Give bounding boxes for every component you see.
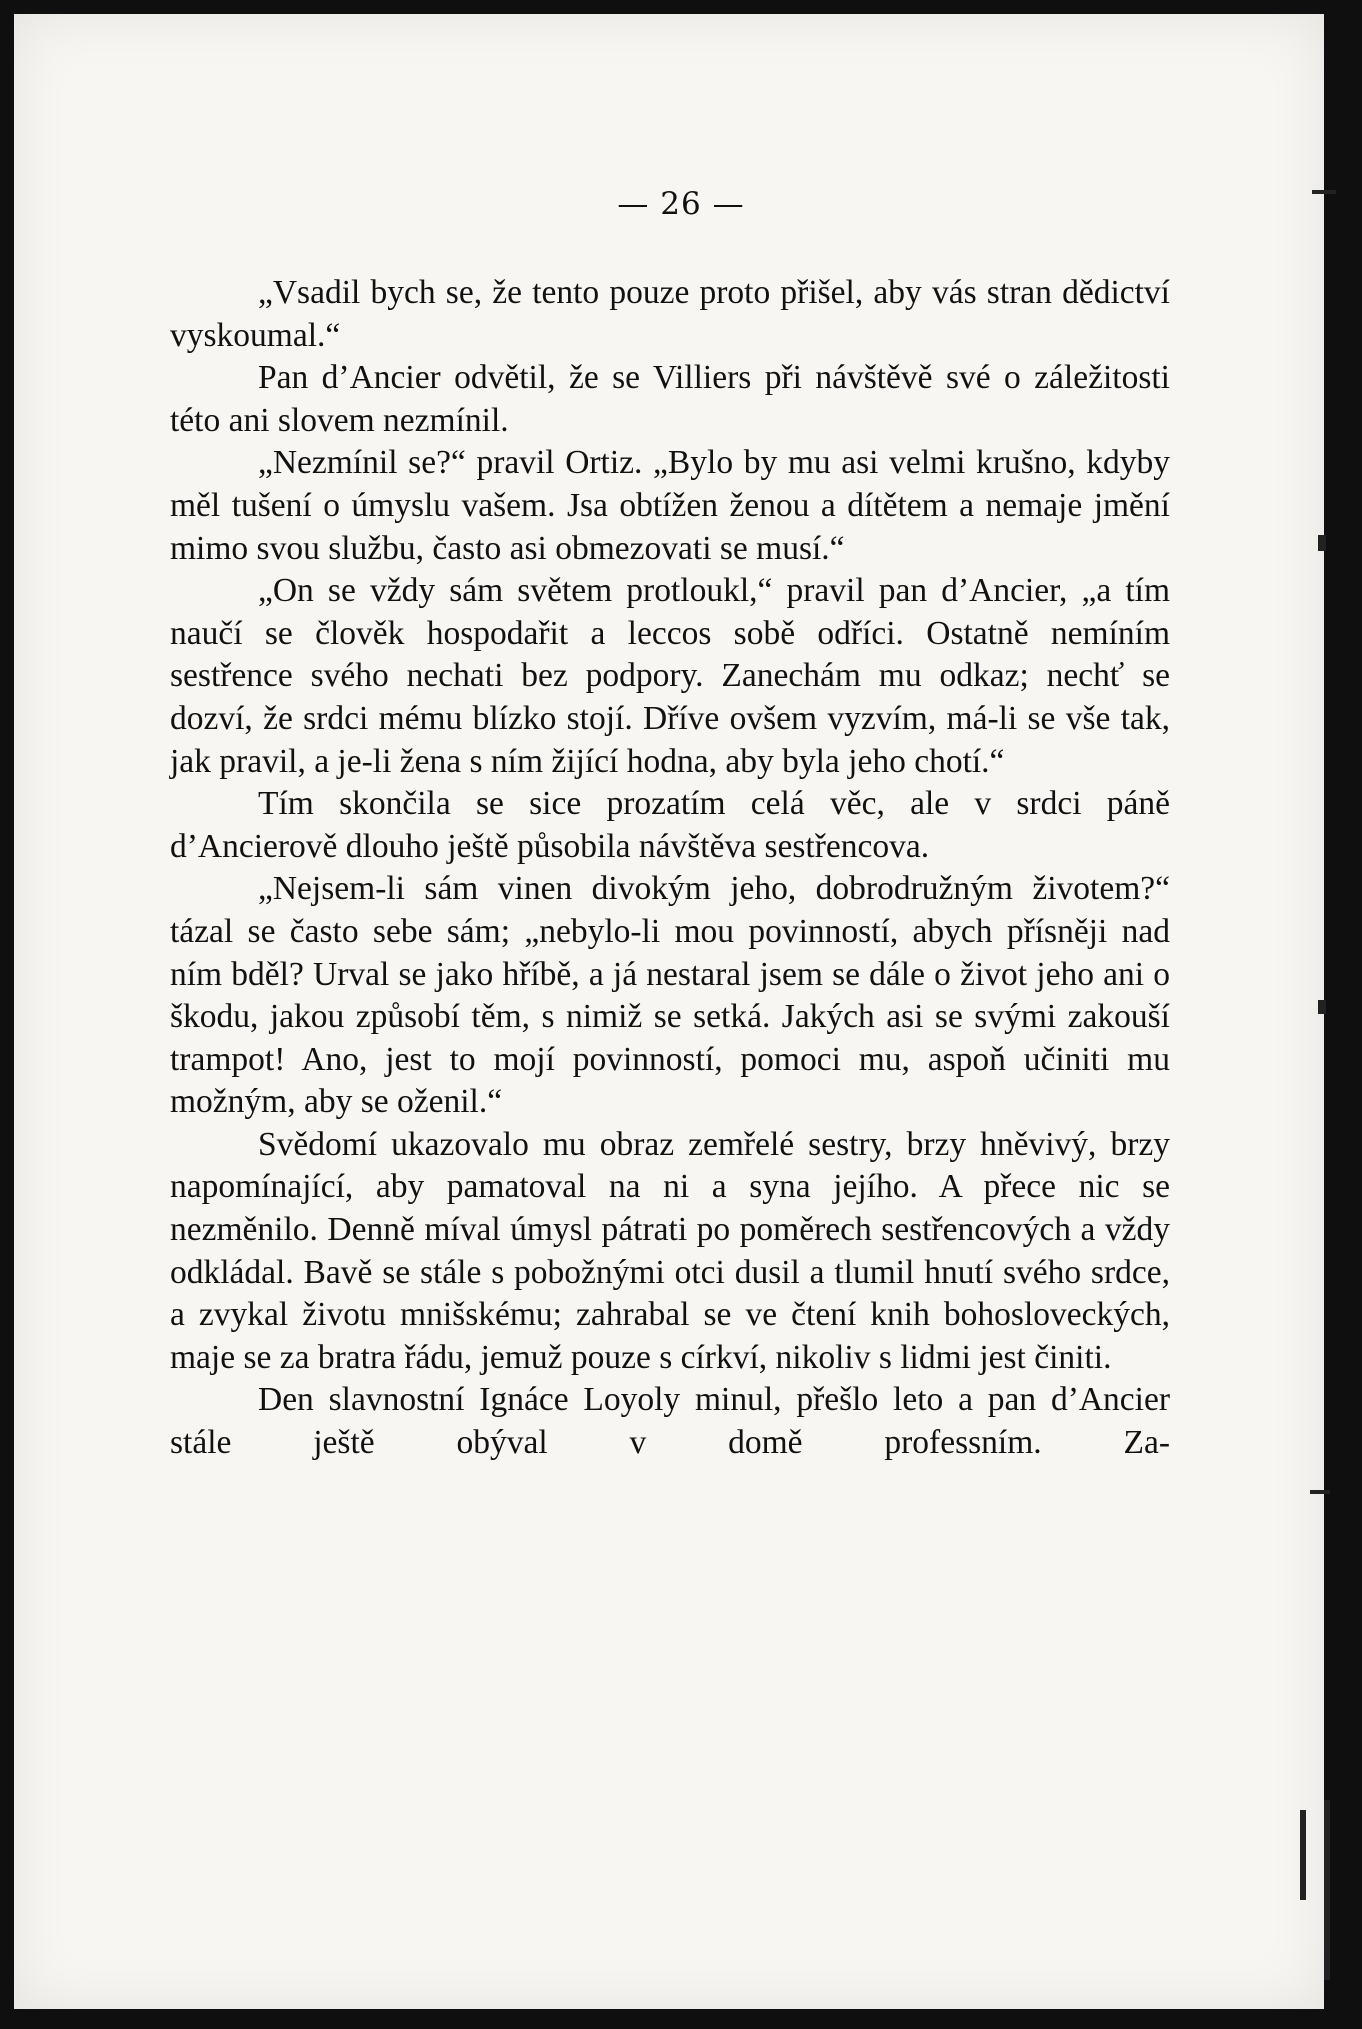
page-edge-mark — [1310, 1490, 1330, 1494]
paragraph: Den slavnostní Ignáce Loyoly minul, přešlo leto a pan d’Ancier stále ještě obýval v domě professním. Za- — [170, 1381, 1170, 1462]
page-edge-mark — [1318, 1000, 1326, 1014]
page-edge-mark — [1300, 1810, 1306, 1900]
page-number: — 26 — — [617, 186, 745, 222]
paragraph: „Vsadil bych se, že tento pouze proto přišel, aby vás stran dědictví vyskoumal.“ — [170, 274, 1170, 354]
paragraph: Svědomí ukazovalo mu obraz zemřelé sestry, brzy hněvivý, brzy napomínající, aby pamatoval na ni a syna jejího. A přece nic se nezměnilo. Denně míval úmysl pátrati po poměrech sestřencových a vždy odkládal. Bavě se stále s pobožnými otci dusil a tlumil hnutí svého srdce, a zvykal životu mnišskému; zahrabal se ve čtení knih bohosloveckých, maje se za bratra řádu, jemuž pouze s církví, nikoliv s lidmi jest činiti. — [170, 1125, 1170, 1376]
page-edge-mark — [1318, 535, 1326, 551]
paragraph: Pan d’Ancier odvětil, že se Villiers při návštěvě své o záležitosti této ani slovem nezmínil. — [170, 359, 1170, 439]
paragraph: „Nejsem-li sám vinen divokým jeho, dobrodružným životem?“ tázal se často sebe sám; „nebylo-li mou povinností, abych přísněji nad ním bděl? Urval se jako hříbě, a já nestaral jsem se dále o život jeho ani o škodu, jakou způsobí těm, s nimiž se setká. Jakých asi se svými zakouší trampot! Ano, jest to mojí povinností, pomoci mu, aspoň učiniti mu možným, aby se oženil.“ — [170, 870, 1170, 1121]
page-edge-mark — [1324, 1800, 1330, 1980]
body-text — [170, 272, 1170, 1465]
paragraph: „Nezmínil se?“ pravil Ortiz. „Bylo by mu asi velmi krušno, kdyby měl tušení o úmyslu vašem. Jsa obtížen ženou a dítětem a nemaje jmění mimo svou službu, často asi obmezovati se musí.“ — [170, 444, 1170, 567]
paragraph: Tím skončila se sice prozatím celá věc, ale v srdci páně d’Ancierově dlouho ještě působila návštěva sestřencova. — [170, 785, 1170, 865]
paragraph: „On se vždy sám světem protloukl,“ pravil pan d’Ancier, „a tím naučí se člověk hospodařit a leccos sobě odříci. Ostatně nemíním sestřence svého nechati bez podpory. Zanechám mu odkaz; nechť se dozví, že srdci mému blízko stojí. Dříve ovšem vyzvím, má-li se vše tak, jak pravil, a je-li žena s ním žijící hodna, aby byla jeho chotí.“ — [170, 572, 1170, 780]
